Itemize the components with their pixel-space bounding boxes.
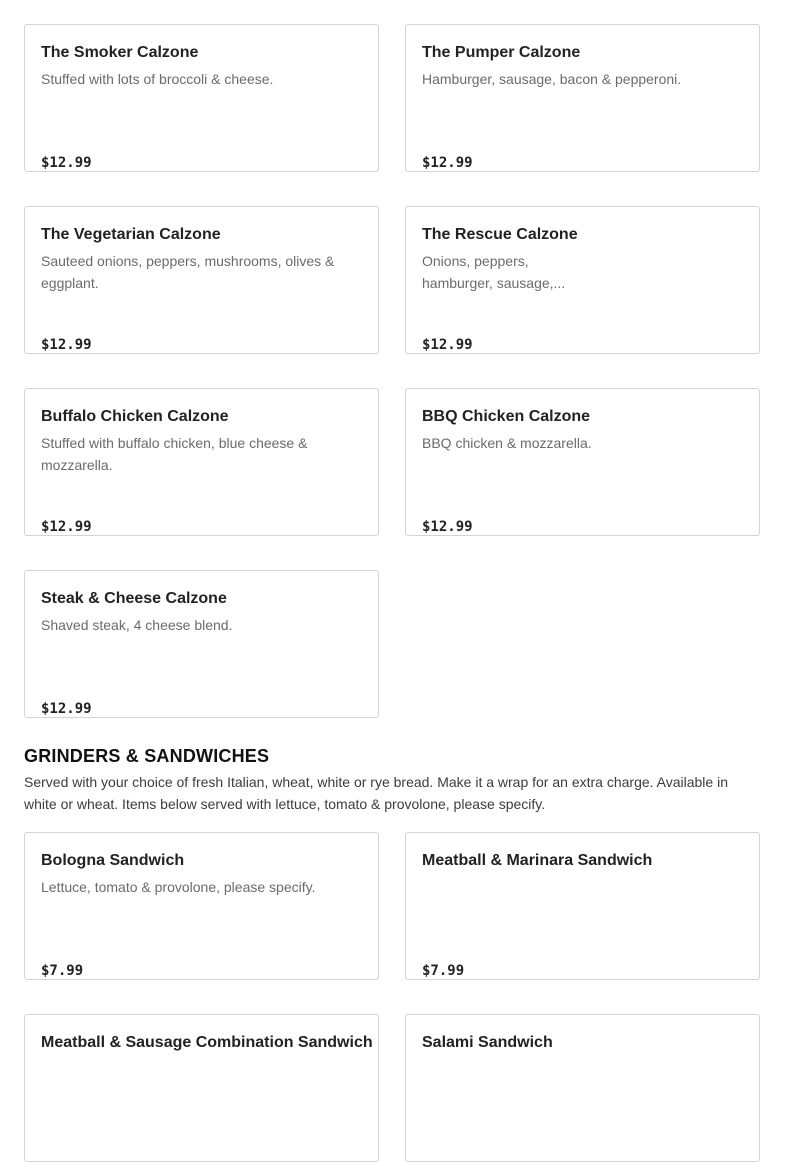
section-description: Served with your choice of fresh Italian, wheat, white or rye bread. Make it a wrap for an extra charge. Available in white or wheat. Items below served with lettuce, tomato & provolone, please specify.: [24, 774, 728, 812]
menu-item-card[interactable]: [24, 1014, 379, 1162]
menu-item-name: Salami Sandwich: [422, 1034, 553, 1051]
menu-item-price: $12.99: [41, 519, 92, 535]
menu-item-card[interactable]: [405, 1014, 760, 1162]
menu-item-name: The Vegetarian Calzone: [41, 226, 221, 243]
menu-item-price: $12.99: [422, 337, 473, 353]
menu-item-name: Steak & Cheese Calzone: [41, 590, 227, 607]
menu-item-price: $12.99: [422, 155, 473, 171]
menu-item-name: Buffalo Chicken Calzone: [41, 408, 229, 425]
menu-item-card[interactable]: [24, 206, 379, 354]
menu-item-description: Sauteed onions, peppers, mushrooms, olives & eggplant.: [41, 253, 335, 291]
menu-item-name: BBQ Chicken Calzone: [422, 408, 591, 425]
menu-item-description: BBQ chicken & mozzarella.: [422, 435, 592, 451]
menu-item-card[interactable]: [405, 206, 760, 354]
menu-item-name: The Rescue Calzone: [422, 226, 578, 243]
menu-item-price: $12.99: [41, 155, 92, 171]
menu-item-card[interactable]: [24, 388, 379, 536]
menu-item-name: Meatball & Marinara Sandwich: [422, 852, 653, 869]
menu-item-name: Meatball & Sausage Combination Sandwich: [41, 1034, 373, 1051]
menu-item-description: Stuffed with lots of broccoli & cheese.: [41, 71, 274, 87]
menu-item-description: Stuffed with buffalo chicken, blue cheese & mozzarella.: [41, 435, 308, 473]
menu-item-name: The Smoker Calzone: [41, 44, 199, 61]
menu-item-price: $12.99: [422, 519, 473, 535]
menu-item-name: Bologna Sandwich: [41, 852, 185, 869]
menu-item-description: Hamburger, sausage, bacon & pepperoni.: [422, 71, 682, 87]
section-title: GRINDERS & SANDWICHES: [24, 746, 270, 766]
menu-item-card[interactable]: [405, 24, 760, 172]
menu-item-description: Onions, peppers, hamburger, sausage,...: [422, 253, 566, 291]
menu-item-card[interactable]: [405, 832, 760, 980]
menu-item-price: $12.99: [41, 337, 92, 353]
menu-item-description: Shaved steak, 4 cheese blend.: [41, 617, 233, 633]
menu-item-price: $12.99: [41, 701, 92, 717]
menu-item-card[interactable]: [24, 24, 379, 172]
menu-item-card[interactable]: [24, 832, 379, 980]
menu-item-name: The Pumper Calzone: [422, 44, 581, 61]
menu-item-description: Lettuce, tomato & provolone, please specify.: [41, 879, 316, 895]
menu-item-card[interactable]: [24, 570, 379, 718]
menu-item-card[interactable]: [405, 388, 760, 536]
menu-item-price: $7.99: [422, 963, 465, 979]
menu-item-price: $7.99: [41, 963, 84, 979]
